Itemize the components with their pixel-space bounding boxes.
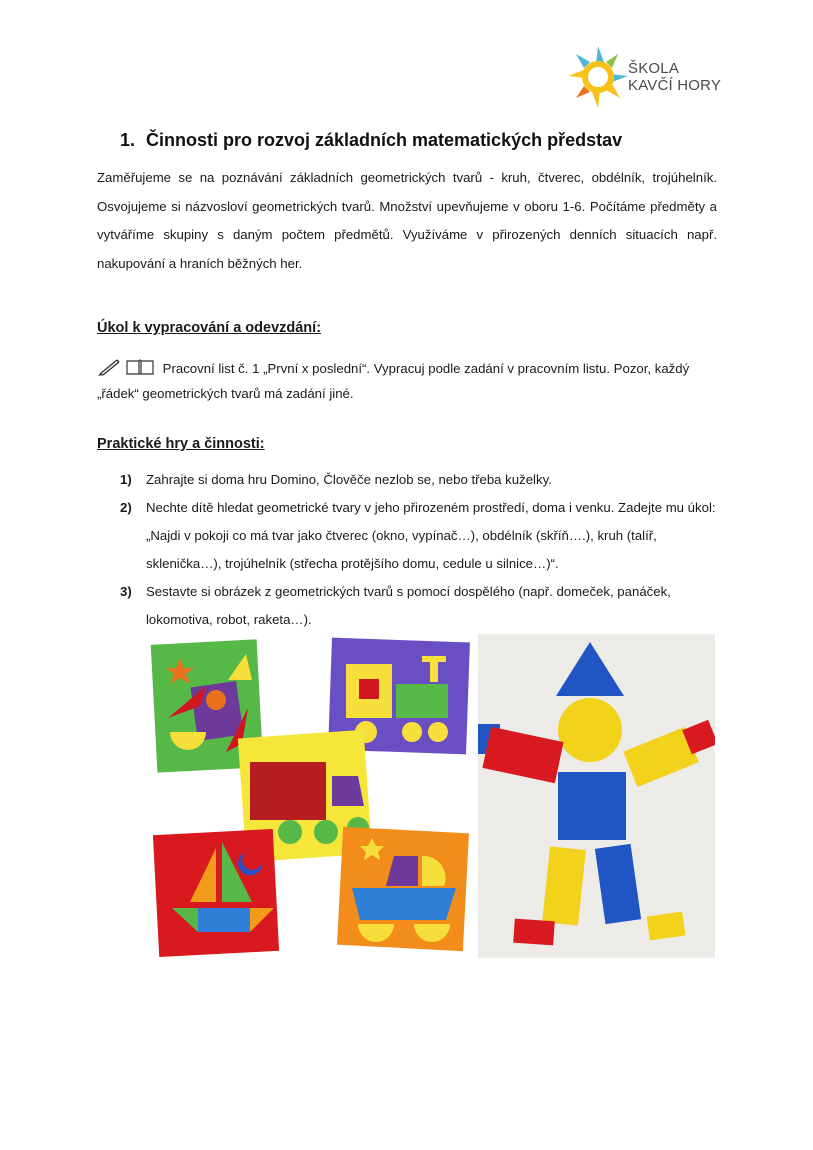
list-number: 2) (120, 500, 132, 515)
list-text: Nechte dítě hledat geometrické tvary v jeho přirozeném prostředí, doma i venku. Zadejte mu úkol: „Najdi v pokoji co má tvar jako čtverec (okno, vypínač…), obdélník (skříň….), kruh (talíř, sklenička…), trojúhelník (střecha protějšího domu, cedule u silnice…)“. (146, 500, 716, 571)
task-heading: Úkol k vypracování a odevzdání: (97, 320, 322, 336)
section-title (120, 130, 622, 151)
games-heading: Praktické hry a činnosti: (97, 436, 265, 452)
list-number: 3) (120, 584, 132, 599)
list-text: Zahrajte si doma hru Domino, Člověče nezlob se, nebo třeba kuželky. (146, 472, 552, 487)
task-icons (97, 358, 155, 383)
task-paragraph (97, 358, 717, 405)
intro-paragraph: Zaměřujeme se na poznávání základních geometrických tvarů - kruh, čtverec, obdélník, trojúhelník. Osvojujeme si názvosloví geometrických tvarů. Množství upevňujeme v oboru 1-6. Počítáme předměty a vytváříme skupiny s daným počtem předmětů. Využíváme v přirozených denních situacích např. nakupování a hraních běžných her. (97, 170, 717, 271)
pencil-icon (97, 358, 121, 376)
list-item (120, 494, 720, 578)
list-item (120, 466, 720, 494)
section-title-text: Činnosti pro rozvoj základních matematických představ (146, 130, 623, 150)
list-number: 1) (120, 472, 132, 487)
logo-text (628, 60, 721, 94)
shape-collage-picture (150, 634, 475, 958)
section-number: 1. (120, 130, 136, 150)
task-text: Pracovní list č. 1 „První x poslední“. Vypracuj podle zadání v pracovním listu. Pozor, každý „řádek“ geometrických tvarů má zadání jiné. (97, 361, 690, 401)
star-logo-icon (566, 44, 630, 110)
logo-line-1: ŠKOLA (628, 60, 680, 77)
logo-line-2: KAVČÍ HORY (628, 77, 722, 94)
car-card (337, 827, 469, 951)
shape-figure-picture (478, 634, 715, 958)
games-list (120, 466, 720, 634)
book-icon (125, 358, 155, 376)
boat-card (153, 829, 279, 957)
school-logo (566, 44, 726, 110)
list-item (120, 578, 720, 634)
list-text: Sestavte si obrázek z geometrických tvarů s pomocí dospělého (např. domeček, panáček, lokomotiva, robot, raketa…). (146, 584, 671, 627)
